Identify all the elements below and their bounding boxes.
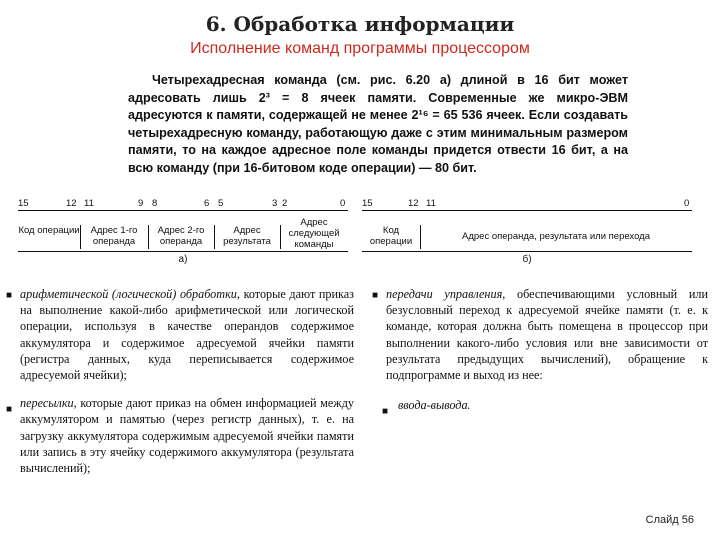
figure-four-address-format — [18, 196, 348, 265]
slide-title: 6. Обработка информации — [205, 12, 515, 36]
bullet-icon: ■ — [372, 290, 379, 301]
item-term: арифметической (логической) обработки, — [20, 287, 240, 301]
bit-label: 15 — [18, 198, 29, 209]
item-term: пересылки, — [20, 396, 77, 411]
item-text: обеспечивающими условный или безусловный переход к адресуемой ячейке памяти (т. е. к команде, которая должна быть помещена в процессор при выполнении какого-либо условия или вне зависимости от результата предыдущих вычислений), обращение к подпрограмме и выход из нее: — [386, 287, 708, 383]
item-term: передачи управления, — [386, 287, 506, 301]
bit-label: 6 — [204, 198, 210, 209]
bit-label: 3 — [272, 198, 278, 209]
bit-label: 15 — [362, 198, 373, 209]
bit-positions — [18, 196, 348, 210]
item-term: ввода-вывода. — [398, 398, 471, 413]
bit-label: 12 — [408, 198, 419, 209]
figure-caption-a: а) — [178, 254, 188, 265]
slide-number: Слайд 56 — [645, 514, 694, 526]
bullet-icon: ■ — [6, 290, 13, 301]
intro-paragraph — [128, 72, 628, 178]
field-opcode: Код операции — [18, 225, 81, 249]
left-column — [6, 286, 354, 484]
field-operand-1: Адрес 1-го операнда — [80, 225, 149, 249]
bit-label: 5 — [218, 198, 224, 209]
bit-label: 11 — [84, 198, 94, 209]
field-operand-2: Адрес 2-го операнда — [148, 225, 215, 249]
bit-label: 9 — [138, 198, 144, 209]
intro-text: Четырехадресная команда (см. рис. 6.20 а) длиной в 16 бит может адресовать лишь 2³ = 8 ячеек памяти. Современные же микро-ЭВМ адресуются к памяти, содержащей не менее 2¹⁶ = 65 536 ячеек. Если создавать четырехадресную команду, работающую даже с этим минимальным размером памяти, то на каждое адресное поле команды придется отвести 16 бит, а на всю команду (при 16-битовом коде операции) — 80 бит. — [128, 73, 628, 175]
instruction-fields — [18, 210, 348, 252]
list-item — [20, 286, 354, 383]
right-column — [372, 286, 708, 421]
list-item — [386, 286, 708, 383]
list-item — [386, 397, 708, 413]
instruction-fields — [362, 210, 692, 252]
bit-label: 0 — [340, 198, 346, 209]
list-item — [20, 395, 354, 476]
figure-single-address-format — [362, 196, 692, 265]
bit-label: 12 — [66, 198, 77, 209]
bit-label: 0 — [684, 198, 690, 209]
bullet-icon: ■ — [382, 406, 389, 417]
bit-label: 2 — [282, 198, 288, 209]
field-opcode: Код операции — [362, 225, 421, 249]
slide-subtitle: Исполнение команд программы процессором — [190, 40, 530, 57]
bit-label: 8 — [152, 198, 158, 209]
bit-positions — [362, 196, 692, 210]
field-next-instruction: Адрес следующей команды — [288, 217, 340, 250]
item-text: которые дают приказ на обмен информацией между аккумулятором и памятью (через регистр данных), т. е. на загрузку аккумулятора содержимым адресуемой ячейки памяти или запись в эту ячейку содержимого аккумулятора (результата вычислений); — [20, 396, 354, 476]
bullet-icon: ■ — [6, 404, 13, 415]
figure-caption-b: б) — [522, 254, 532, 265]
bit-label: 11 — [426, 198, 436, 209]
field-address: Адрес операнда, результата или перехода — [462, 231, 650, 242]
item-text: которые дают приказ на выполнение какой-либо арифметической или логической операции, используя в качестве операндов содержимое аккумулятора и содержимое адресуемой ячейки памяти (регистра данных, куда переписывается содержимое адресуемой ячейки); — [20, 287, 354, 383]
field-result: Адрес результата — [214, 225, 281, 249]
